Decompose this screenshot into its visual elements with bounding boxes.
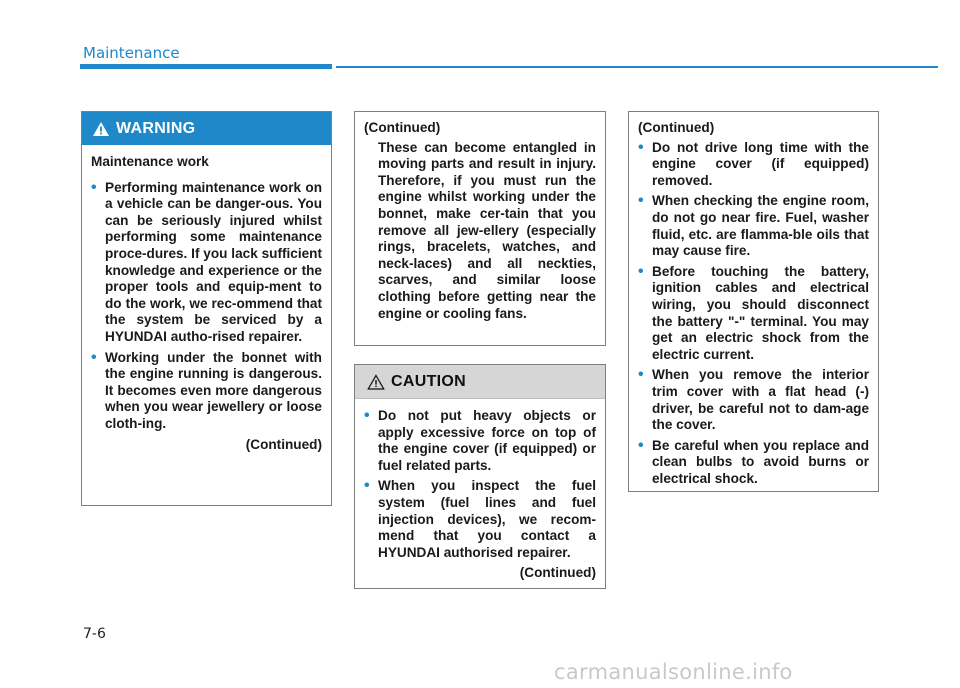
continued-label-2: (Continued) <box>638 120 715 135</box>
warning-box <box>81 111 332 506</box>
warning-header-label: WARNING <box>116 119 196 137</box>
continued-box-2-list <box>638 140 869 488</box>
header-rule-thick <box>80 64 332 69</box>
page-number: 7-6 <box>83 626 106 642</box>
section-title: Maintenance <box>83 44 180 62</box>
warning-subtitle: Maintenance work <box>91 154 209 169</box>
caution-body <box>355 399 605 582</box>
caution-item-1: • Do not put heavy objects or apply excessive force on top of the engine cover (if equipped) or fuel related parts. <box>364 408 596 474</box>
caution-continued: (Continued) <box>519 565 596 581</box>
caution-header <box>355 365 605 399</box>
warning-item-2: • Working under the bonnet with the engine running is dangerous. It becomes even more dangerous when you wear jewellery or loose cloth-ing. <box>91 350 322 433</box>
header-rule-thin <box>336 66 938 68</box>
warning-body <box>82 145 331 453</box>
warning-continued: (Continued) <box>245 436 322 452</box>
warning-header <box>82 112 331 145</box>
continued-box-2-item-2: • When checking the engine room, do not go near fire. Fuel, washer fluid, etc. are flamma-ble oils that may cause fire. <box>638 193 869 259</box>
continued-box-2 <box>628 111 879 492</box>
warning-list <box>91 180 322 433</box>
continued-box-1-text: These can become entangled in moving parts and result in injury. Therefore, if you must run the engine whilst working under the bonnet, make cer-tain that you remove all jew-ellery (especially rings, bracelets, watches, and neck-laces) and all neckties, scarves, and similar loose clothing before getting near the engine or cooling fans. <box>378 139 596 321</box>
caution-item-2: • When you inspect the fuel system (fuel lines and fuel injection devices), we recom-mend that you contact a HYUNDAI authorised repairer. <box>364 478 596 561</box>
continued-box-1-body <box>355 112 605 322</box>
continued-box-1 <box>354 111 606 346</box>
caution-header-label: CAUTION <box>391 372 466 390</box>
continued-box-2-body <box>629 112 878 487</box>
caution-list <box>364 408 596 561</box>
continued-box-2-item-5: • Be careful when you replace and clean bulbs to avoid burns or electrical shock. <box>638 438 869 488</box>
caution-box <box>354 364 606 589</box>
warning-triangle-icon <box>92 121 110 137</box>
warning-item-1: • Performing maintenance work on a vehicle can be danger-ous. You can be seriously injured whilst performing some maintenance proce-dures. If you lack sufficient knowledge and experience or the proper tools and equip-ment to do the work, we rec-ommend that the system be serviced by a HYUNDAI autho-rised repairer. <box>91 180 322 346</box>
continued-box-2-item-4: • When you remove the interior trim cover with a flat head (-) driver, be careful not to dam-age the cover. <box>638 367 869 433</box>
caution-triangle-icon <box>367 374 385 390</box>
continued-box-2-item-1: • Do not drive long time with the engine cover (if equipped) removed. <box>638 140 869 190</box>
continued-label-1: (Continued) <box>364 120 441 135</box>
watermark: carmanualsonline.info <box>554 660 793 684</box>
continued-box-2-item-3: • Before touching the battery, ignition cables and electrical wiring, you should disconnect the battery "-" terminal. You may get an electric shock from the electric current. <box>638 264 869 364</box>
